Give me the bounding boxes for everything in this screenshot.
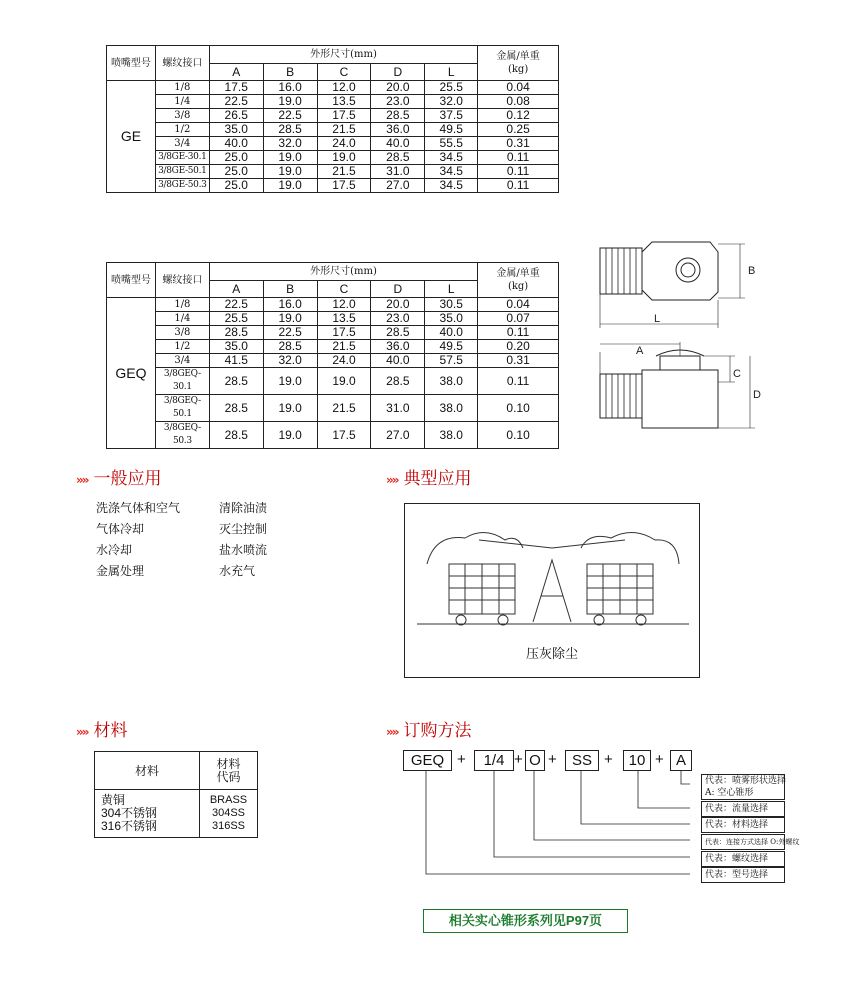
table-row bbox=[107, 151, 559, 165]
order-label-connection: 代表：连接方式选择 O:外螺纹 bbox=[701, 834, 785, 850]
value-cell-b: 19.0 bbox=[263, 368, 317, 395]
header-d: D bbox=[371, 64, 425, 81]
value-cell-a: 28.5 bbox=[209, 326, 263, 340]
order-part-model: GEQ bbox=[403, 750, 452, 771]
value-cell-b: 28.5 bbox=[263, 340, 317, 354]
value-cell-a: 35.0 bbox=[209, 340, 263, 354]
value-cell-a: 25.5 bbox=[209, 312, 263, 326]
thread-cell: 3/4 bbox=[155, 354, 209, 368]
list-item: 316不锈钢 bbox=[101, 819, 158, 833]
material-table bbox=[94, 751, 258, 838]
order-label-material: 代表：材料选择 bbox=[701, 817, 785, 833]
model-cell: GE bbox=[107, 81, 156, 193]
header-b: B bbox=[263, 64, 317, 81]
header-c: C bbox=[317, 64, 371, 81]
value-cell-d: 31.0 bbox=[371, 395, 425, 422]
value-cell-c: 21.5 bbox=[317, 123, 371, 137]
table-body-geq bbox=[107, 298, 559, 449]
table-row bbox=[107, 179, 559, 193]
header-l: L bbox=[425, 64, 478, 81]
section-general-use: »» 一般应用 bbox=[76, 469, 162, 489]
value-cell-w: 0.11 bbox=[478, 326, 559, 340]
header-b: B bbox=[263, 281, 317, 298]
thread-cell: 1/8 bbox=[155, 298, 209, 312]
value-cell-w: 0.25 bbox=[478, 123, 559, 137]
header-a: A bbox=[209, 64, 263, 81]
value-cell-c: 12.0 bbox=[317, 81, 371, 95]
list-item: 304SS bbox=[211, 807, 246, 819]
value-cell-c: 17.5 bbox=[317, 109, 371, 123]
thread-cell: 3/8GEQ-50.1 bbox=[155, 395, 209, 422]
value-cell-a: 25.0 bbox=[209, 151, 263, 165]
typical-use-caption: 压灰除尘 bbox=[525, 646, 578, 661]
value-cell-d: 27.0 bbox=[371, 179, 425, 193]
footer-note: 相关实心锥形系列见P97页 bbox=[423, 909, 628, 933]
header-model: 喷嘴型号 bbox=[107, 46, 156, 81]
thread-cell: 3/8GEQ-50.3 bbox=[155, 422, 209, 449]
general-use-col2 bbox=[219, 498, 267, 582]
value-cell-c: 13.5 bbox=[317, 95, 371, 109]
plus-sign: + bbox=[457, 751, 466, 768]
dim-l-label: L bbox=[654, 313, 661, 325]
order-part-flow: 10 bbox=[623, 750, 651, 771]
value-cell-a: 35.0 bbox=[209, 123, 263, 137]
value-cell-c: 19.0 bbox=[317, 368, 371, 395]
list-item: 清除油渍 bbox=[219, 501, 268, 515]
value-cell-c: 12.0 bbox=[317, 298, 371, 312]
value-cell-l: 34.5 bbox=[425, 151, 478, 165]
plus-sign: + bbox=[548, 751, 557, 768]
list-item: BRASS bbox=[209, 794, 248, 806]
thread-cell: 3/8GE-50.1 bbox=[155, 165, 209, 179]
typical-use-figure bbox=[404, 503, 700, 678]
value-cell-b: 19.0 bbox=[263, 179, 317, 193]
hex-body-side bbox=[642, 370, 718, 428]
value-cell-l: 49.5 bbox=[425, 123, 478, 137]
table-row bbox=[107, 95, 559, 109]
value-cell-a: 28.5 bbox=[209, 395, 263, 422]
value-cell-b: 22.5 bbox=[263, 326, 317, 340]
value-cell-b: 19.0 bbox=[263, 165, 317, 179]
table-row bbox=[107, 137, 559, 151]
header-material-code: 材料 代码 bbox=[200, 752, 258, 790]
value-cell-c: 17.5 bbox=[317, 422, 371, 449]
value-cell-d: 20.0 bbox=[371, 298, 425, 312]
thread-cell: 1/2 bbox=[155, 340, 209, 354]
list-item: 灭尘控制 bbox=[219, 522, 268, 536]
material-names bbox=[95, 790, 200, 838]
value-cell-c: 21.5 bbox=[317, 165, 371, 179]
header-d: D bbox=[371, 281, 425, 298]
list-item: 水充气 bbox=[219, 564, 256, 578]
value-cell-w: 0.12 bbox=[478, 109, 559, 123]
value-cell-a: 26.5 bbox=[209, 109, 263, 123]
list-item: 304不锈钢 bbox=[101, 806, 158, 820]
value-cell-l: 49.5 bbox=[425, 340, 478, 354]
value-cell-a: 28.5 bbox=[209, 422, 263, 449]
value-cell-l: 34.5 bbox=[425, 179, 478, 193]
order-label-spray: 代表：喷雾形状选择 A: 空心锥形 bbox=[701, 774, 785, 800]
table-row bbox=[107, 312, 559, 326]
nozzle-drawing bbox=[590, 232, 770, 437]
value-cell-w: 0.11 bbox=[478, 165, 559, 179]
spray-cloud-left bbox=[427, 532, 523, 564]
plus-sign: + bbox=[604, 751, 613, 768]
value-cell-w: 0.11 bbox=[478, 151, 559, 165]
table-row bbox=[107, 109, 559, 123]
order-part-thread: 1/4 bbox=[474, 750, 514, 771]
general-use-col1 bbox=[96, 498, 180, 582]
value-cell-c: 24.0 bbox=[317, 137, 371, 151]
order-part-material: SS bbox=[565, 750, 599, 771]
table-body-ge bbox=[107, 81, 559, 193]
value-cell-c: 17.5 bbox=[317, 326, 371, 340]
section-marker-icon: »» bbox=[76, 473, 88, 487]
spec-table-ge bbox=[106, 45, 559, 193]
value-cell-b: 19.0 bbox=[263, 95, 317, 109]
value-cell-c: 13.5 bbox=[317, 312, 371, 326]
value-cell-b: 19.0 bbox=[263, 151, 317, 165]
thread-cell: 3/8GE-30.1 bbox=[155, 151, 209, 165]
value-cell-d: 36.0 bbox=[371, 340, 425, 354]
header-l: L bbox=[425, 281, 478, 298]
value-cell-a: 17.5 bbox=[209, 81, 263, 95]
value-cell-b: 32.0 bbox=[263, 137, 317, 151]
header-dims: 外形尺寸(mm) bbox=[209, 46, 477, 64]
value-cell-d: 27.0 bbox=[371, 422, 425, 449]
table-row bbox=[107, 165, 559, 179]
table-row bbox=[107, 298, 559, 312]
table-row bbox=[107, 340, 559, 354]
value-cell-d: 28.5 bbox=[371, 368, 425, 395]
value-cell-l: 25.5 bbox=[425, 81, 478, 95]
value-cell-b: 32.0 bbox=[263, 354, 317, 368]
outlet-inner bbox=[681, 263, 695, 277]
value-cell-l: 35.0 bbox=[425, 312, 478, 326]
thread-cell: 1/4 bbox=[155, 95, 209, 109]
sprayer-stand bbox=[533, 560, 571, 622]
order-part-connection: O bbox=[525, 750, 545, 771]
value-cell-d: 28.5 bbox=[371, 326, 425, 340]
value-cell-b: 16.0 bbox=[263, 81, 317, 95]
header-a: A bbox=[209, 281, 263, 298]
header-model: 喷嘴型号 bbox=[107, 263, 156, 298]
value-cell-c: 24.0 bbox=[317, 354, 371, 368]
value-cell-d: 36.0 bbox=[371, 123, 425, 137]
dim-b-label: B bbox=[748, 265, 756, 277]
value-cell-c: 21.5 bbox=[317, 340, 371, 354]
value-cell-d: 31.0 bbox=[371, 165, 425, 179]
value-cell-b: 19.0 bbox=[263, 395, 317, 422]
value-cell-d: 40.0 bbox=[371, 354, 425, 368]
header-dims: 外形尺寸(mm) bbox=[209, 263, 477, 281]
dim-d-label: D bbox=[753, 389, 761, 401]
header-weight: 金属/单重 (kg) bbox=[478, 263, 559, 298]
value-cell-d: 40.0 bbox=[371, 137, 425, 151]
spec-table-geq bbox=[106, 262, 559, 449]
order-label-thread: 代表：螺纹选择 bbox=[701, 851, 785, 867]
section-ordering: »» 订购方法 bbox=[386, 721, 472, 741]
section-typical-use: »» 典型应用 bbox=[386, 469, 472, 489]
list-item: 盐水喷流 bbox=[219, 543, 268, 557]
plus-sign: + bbox=[655, 751, 664, 768]
value-cell-a: 28.5 bbox=[209, 368, 263, 395]
outlet-outer bbox=[676, 258, 700, 282]
value-cell-c: 17.5 bbox=[317, 179, 371, 193]
value-cell-c: 21.5 bbox=[317, 395, 371, 422]
value-cell-w: 0.04 bbox=[478, 81, 559, 95]
section-material: »» 材料 bbox=[76, 721, 128, 741]
value-cell-w: 0.10 bbox=[478, 422, 559, 449]
value-cell-b: 16.0 bbox=[263, 298, 317, 312]
value-cell-a: 41.5 bbox=[209, 354, 263, 368]
value-cell-w: 0.31 bbox=[478, 137, 559, 151]
table-row bbox=[107, 354, 559, 368]
value-cell-a: 25.0 bbox=[209, 165, 263, 179]
value-cell-a: 22.5 bbox=[209, 298, 263, 312]
nozzle-top-side bbox=[660, 356, 700, 370]
value-cell-d: 28.5 bbox=[371, 109, 425, 123]
value-cell-a: 22.5 bbox=[209, 95, 263, 109]
thread-cell: 3/4 bbox=[155, 137, 209, 151]
table-row bbox=[107, 81, 559, 95]
model-cell: GEQ bbox=[107, 298, 156, 449]
value-cell-a: 25.0 bbox=[209, 179, 263, 193]
thread-cell: 3/8 bbox=[155, 326, 209, 340]
section-marker-icon: »» bbox=[386, 473, 398, 487]
section-marker-icon: »» bbox=[386, 725, 398, 739]
value-cell-w: 0.08 bbox=[478, 95, 559, 109]
order-label-flow: 代表：流量选择 bbox=[701, 801, 785, 817]
spray-pipe bbox=[479, 540, 625, 548]
value-cell-w: 0.31 bbox=[478, 354, 559, 368]
value-cell-d: 23.0 bbox=[371, 95, 425, 109]
list-item: 水冷却 bbox=[96, 543, 133, 557]
order-part-spray: A bbox=[670, 750, 692, 771]
value-cell-l: 38.0 bbox=[425, 368, 478, 395]
dim-c-label: C bbox=[733, 368, 741, 380]
value-cell-c: 19.0 bbox=[317, 151, 371, 165]
value-cell-l: 38.0 bbox=[425, 422, 478, 449]
thread-cell: 1/8 bbox=[155, 81, 209, 95]
hex-body-top bbox=[642, 242, 718, 300]
value-cell-w: 0.11 bbox=[478, 179, 559, 193]
table-row bbox=[107, 422, 559, 449]
table-row bbox=[107, 395, 559, 422]
value-cell-a: 40.0 bbox=[209, 137, 263, 151]
value-cell-b: 19.0 bbox=[263, 312, 317, 326]
spray-cloud-right bbox=[581, 532, 679, 564]
value-cell-l: 40.0 bbox=[425, 326, 478, 340]
value-cell-l: 37.5 bbox=[425, 109, 478, 123]
thread-cell: 3/8GEQ-30.1 bbox=[155, 368, 209, 395]
list-item: 气体冷却 bbox=[96, 522, 145, 536]
plus-sign: + bbox=[514, 751, 523, 768]
order-label-model: 代表：型号选择 bbox=[701, 867, 785, 883]
list-item: 黄铜 bbox=[101, 793, 126, 807]
value-cell-w: 0.20 bbox=[478, 340, 559, 354]
header-c: C bbox=[317, 281, 371, 298]
list-item: 洗涤气体和空气 bbox=[96, 501, 181, 515]
value-cell-b: 28.5 bbox=[263, 123, 317, 137]
value-cell-w: 0.07 bbox=[478, 312, 559, 326]
header-thread: 螺纹接口 bbox=[155, 46, 209, 81]
value-cell-b: 22.5 bbox=[263, 109, 317, 123]
thread-cell: 3/8GE-50.3 bbox=[155, 179, 209, 193]
value-cell-l: 55.5 bbox=[425, 137, 478, 151]
header-thread: 螺纹接口 bbox=[155, 263, 209, 298]
thread-cell: 3/8 bbox=[155, 109, 209, 123]
thread-cell: 1/2 bbox=[155, 123, 209, 137]
table-row bbox=[107, 326, 559, 340]
material-codes bbox=[200, 790, 258, 838]
value-cell-d: 28.5 bbox=[371, 151, 425, 165]
dust-suppression-illustration bbox=[405, 504, 699, 644]
value-cell-d: 20.0 bbox=[371, 81, 425, 95]
section-marker-icon: »» bbox=[76, 725, 88, 739]
value-cell-w: 0.04 bbox=[478, 298, 559, 312]
thread-cell: 1/4 bbox=[155, 312, 209, 326]
table-row bbox=[107, 123, 559, 137]
table-row bbox=[107, 368, 559, 395]
list-item: 316SS bbox=[211, 820, 246, 832]
header-weight: 金属/单重 (kg) bbox=[478, 46, 559, 81]
dim-a-label: A bbox=[636, 345, 644, 357]
value-cell-d: 23.0 bbox=[371, 312, 425, 326]
value-cell-w: 0.10 bbox=[478, 395, 559, 422]
value-cell-b: 19.0 bbox=[263, 422, 317, 449]
value-cell-l: 32.0 bbox=[425, 95, 478, 109]
value-cell-l: 34.5 bbox=[425, 165, 478, 179]
value-cell-l: 57.5 bbox=[425, 354, 478, 368]
list-item: 金属处理 bbox=[96, 564, 145, 578]
value-cell-l: 38.0 bbox=[425, 395, 478, 422]
value-cell-w: 0.11 bbox=[478, 368, 559, 395]
header-material: 材料 bbox=[95, 752, 200, 790]
value-cell-l: 30.5 bbox=[425, 298, 478, 312]
